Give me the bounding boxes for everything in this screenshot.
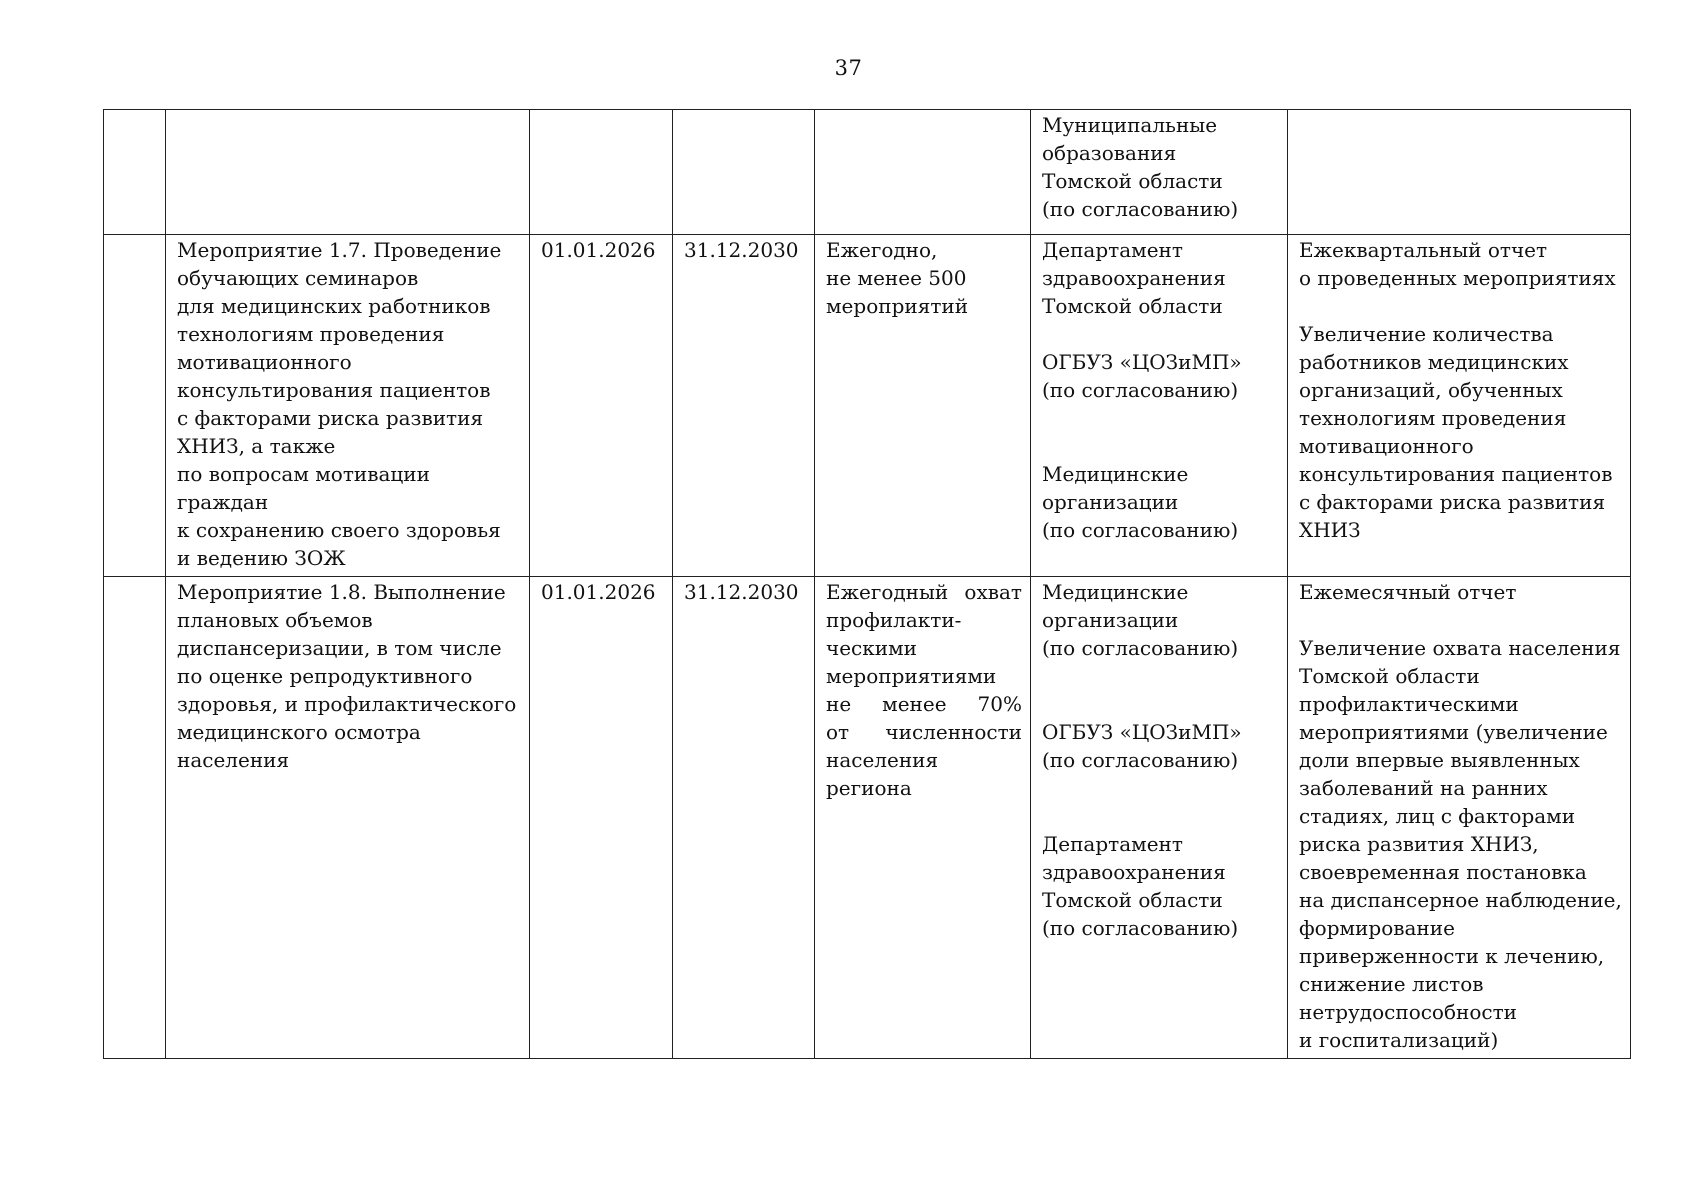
row-number-cell bbox=[104, 577, 166, 1059]
responsible-cell: Департамент здравоохранения Томской области ОГБУЗ «ЦОЗиМП» (по согласованию) Медицинские организации (по согласованию) bbox=[1031, 235, 1288, 577]
indicator-cell bbox=[815, 110, 1031, 235]
result-cell: Ежемесячный отчет Увеличение охвата населения Томской области профилактическими мероприятиями (увеличение доли впервые выявленных заболеваний на ранних стадиях, лиц с факторами риска развития ХНИЗ, своевременная постановка на диспансерное наблюдение, формирование приверженности к лечению, снижение листов нетрудоспособности и госпитализаций) bbox=[1288, 577, 1631, 1059]
event-cell: Мероприятие 1.8. Выполнение плановых объемов диспансеризации, в том числе по оценке репродуктивного здоровья, и профилактического медицинского осмотра населения bbox=[166, 577, 530, 1059]
indicator-cell: Ежегодно, не менее 500 мероприятий bbox=[815, 235, 1031, 577]
table-row bbox=[104, 235, 1631, 577]
indicator-line: мероприятиями bbox=[826, 664, 997, 688]
table-row bbox=[104, 577, 1631, 1059]
row-number-cell bbox=[104, 235, 166, 577]
indicator-cell bbox=[815, 577, 1031, 1059]
indicator-line: населения региона bbox=[826, 748, 939, 800]
responsible-cell: Муниципальные образования Томской области (по согласованию) bbox=[1031, 110, 1288, 235]
start-date-cell: 01.01.2026 bbox=[530, 577, 673, 1059]
end-date-cell bbox=[673, 110, 815, 235]
result-cell bbox=[1288, 110, 1631, 235]
start-date-cell bbox=[530, 110, 673, 235]
indicator-line: Ежегодный охват bbox=[826, 580, 1022, 604]
responsible-cell: Медицинские организации (по согласованию) ОГБУЗ «ЦОЗиМП» (по согласованию) Департамент здравоохранения Томской области (по согласованию) bbox=[1031, 577, 1288, 1059]
page-number: 37 bbox=[834, 56, 863, 80]
indicator-line: профилакти- bbox=[826, 608, 962, 632]
activities-table bbox=[103, 109, 1631, 1059]
end-date-cell: 31.12.2030 bbox=[673, 235, 815, 577]
event-cell: Мероприятие 1.7. Проведение обучающих семинаров для медицинских работников технологиям проведения мотивационного консультирования пациентов с факторами риска развития ХНИЗ, а также по вопросам мотивации граждан к сохранению своего здоровья и ведению ЗОЖ bbox=[166, 235, 530, 577]
event-cell bbox=[166, 110, 530, 235]
row-number-cell bbox=[104, 110, 166, 235]
table-row bbox=[104, 110, 1631, 235]
indicator-line: от численности bbox=[826, 720, 1022, 744]
indicator-line: ческими bbox=[826, 636, 917, 660]
start-date-cell: 01.01.2026 bbox=[530, 235, 673, 577]
end-date-cell: 31.12.2030 bbox=[673, 577, 815, 1059]
result-cell: Ежеквартальный отчет о проведенных мероприятиях Увеличение количества работников медицинских организаций, обученных технологиям проведения мотивационного консультирования пациентов с факторами риска развития ХНИЗ bbox=[1288, 235, 1631, 577]
indicator-line: не менее 70% bbox=[826, 692, 1022, 716]
